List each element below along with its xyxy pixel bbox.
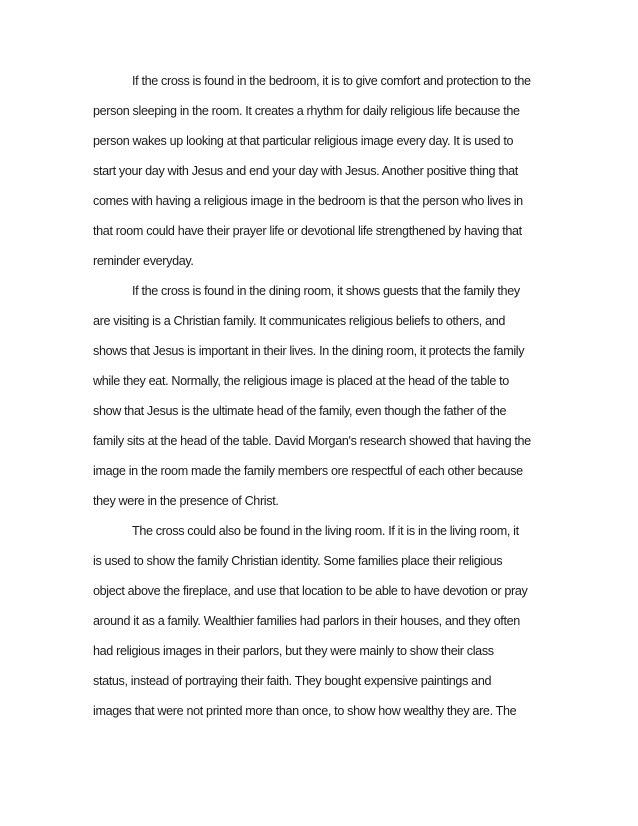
paragraph-1-line-4: start your day with Jesus and end your day with Jesus. Another positive thing that bbox=[93, 164, 518, 178]
paragraph-3-line-2: is used to show the family Christian identity. Some families place their religious bbox=[93, 554, 503, 568]
paragraph-2-line-2: are visiting is a Christian family. It communicates religious beliefs to others, and bbox=[93, 314, 506, 328]
paragraph-1-line-7: reminder everyday. bbox=[93, 254, 194, 268]
paragraph-2-line-1: If the cross is found in the dining room, it shows guests that the family they bbox=[132, 284, 520, 298]
paragraph-3-line-5: had religious images in their parlors, but they were mainly to show their class bbox=[93, 644, 494, 658]
paragraph-1-line-5: comes with having a religious image in the bedroom is that the person who lives in bbox=[93, 194, 523, 208]
paragraph-3-line-4: around it as a family. Wealthier families had parlors in their houses, and they often bbox=[93, 614, 520, 628]
paragraph-3-line-3: object above the fireplace, and use that location to be able to have devotion or pray bbox=[93, 584, 528, 598]
paragraph-2-line-5: show that Jesus is the ultimate head of the family, even though the father of the bbox=[93, 404, 507, 418]
paragraph-3-line-6: status, instead of portraying their faith. They bought expensive paintings and bbox=[93, 674, 492, 688]
paragraph-1-line-3: person wakes up looking at that particular religious image every day. It is used to bbox=[93, 134, 514, 148]
paragraph-2-line-3: shows that Jesus is important in their lives. In the dining room, it protects the family bbox=[93, 344, 525, 358]
paragraph-1-line-2: person sleeping in the room. It creates a rhythm for daily religious life because the bbox=[93, 104, 520, 118]
paragraph-3-line-7: images that were not printed more than once, to show how wealthy they are. The bbox=[93, 704, 517, 718]
paragraph-2-line-8: they were in the presence of Christ. bbox=[93, 494, 279, 508]
body-text bbox=[93, 66, 545, 726]
paragraph-1-line-1: If the cross is found in the bedroom, it is to give comfort and protection to the bbox=[132, 74, 531, 88]
paragraph-2-line-4: while they eat. Normally, the religious image is placed at the head of the table to bbox=[93, 374, 509, 388]
paragraph-1-line-6: that room could have their prayer life or devotional life strengthened by having that bbox=[93, 224, 522, 238]
paragraph-2-line-6: family sits at the head of the table. David Morgan's research showed that having the bbox=[93, 434, 531, 448]
paragraph-2-line-7: image in the room made the family members ore respectful of each other because bbox=[93, 464, 523, 478]
paragraph-3-line-1: The cross could also be found in the living room. If it is in the living room, it bbox=[132, 524, 519, 538]
